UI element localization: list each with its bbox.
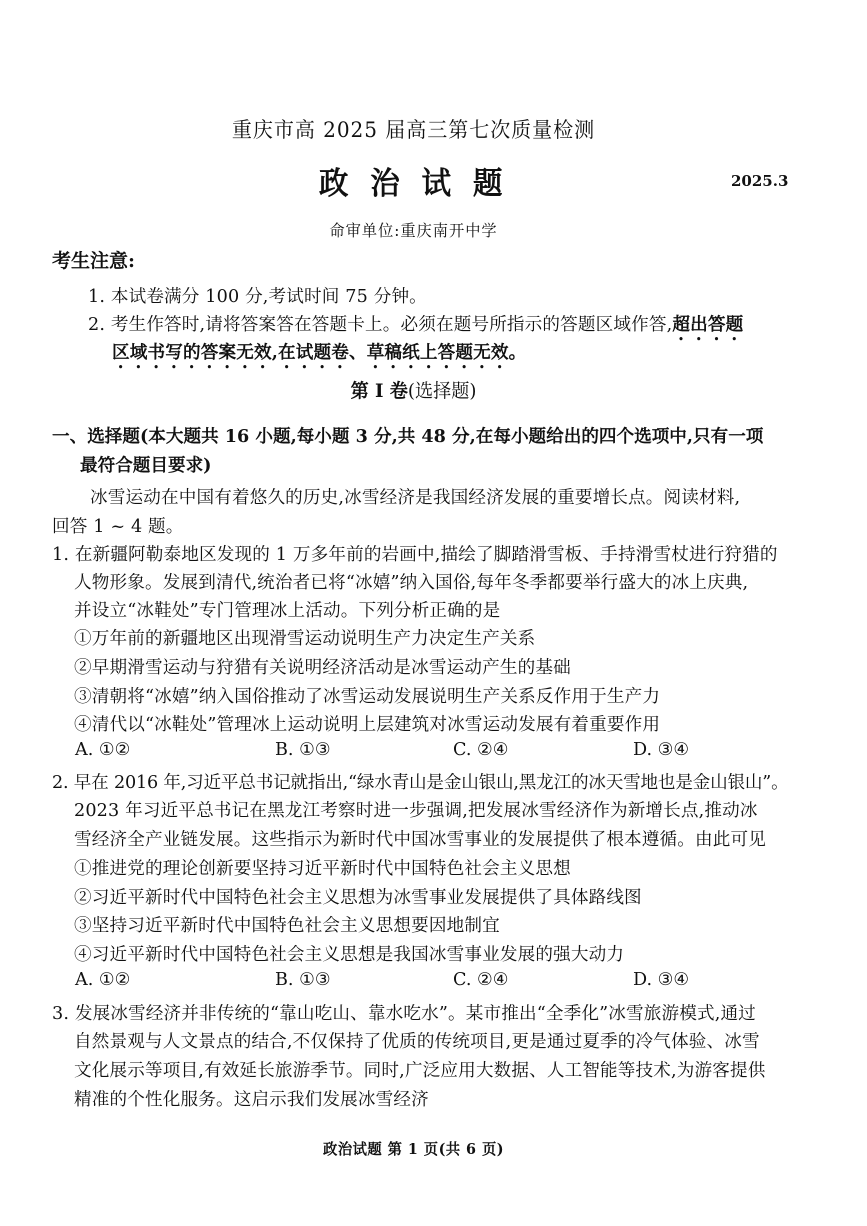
exam-title: 政 治 试 题 (318, 166, 509, 202)
notice-item-2-emphasis-b: 区域书写的答案无效,在试题卷、草稿纸上答题无效。 (112, 342, 527, 363)
page-footer: 政治试题 第 1 页(共 6 页) (323, 1140, 504, 1158)
q3-stem-line-2: 自然景观与人文景点的结合,不仅保持了优质的传统项目,更是通过夏季的冷气体验、冰雪 (74, 1032, 760, 1052)
q1-stem-line-2: 人物形象。发展到清代,统治者已将“冰嬉”纳入国俗,每年冬季都要举行盛大的冰上庆典, (74, 573, 749, 593)
part-title-bold: 第 I 卷 (350, 380, 408, 402)
q1-option-b[interactable]: B. ①③ (275, 740, 331, 760)
q1-option-a[interactable]: A. ①② (75, 740, 131, 760)
q1-option-d[interactable]: D. ③④ (633, 740, 690, 760)
q1-statement-4: ④清代以“冰鞋处”管理冰上运动说明上层建筑对冰雪运动发展有着重要作用 (74, 715, 661, 735)
q2-statement-4: ④习近平新时代中国特色社会主义思想是我国冰雪事业发展的强大动力 (74, 945, 625, 965)
part-title (0, 376, 827, 403)
q2-option-c[interactable]: C. ②④ (453, 970, 509, 990)
q2-statement-3: ③坚持习近平新时代中国特色社会主义思想要因地制宜 (74, 916, 500, 936)
q2-statement-1: ①推进党的理论创新要坚持习近平新时代中国特色社会主义思想 (74, 859, 571, 879)
material-intro-line-1: 冰雪运动在中国有着悠久的历史,冰雪经济是我国经济发展的重要增长点。阅读材料, (90, 488, 741, 508)
q2-option-b[interactable]: B. ①③ (275, 970, 331, 990)
exam-author-unit: 命审单位:重庆南开中学 (329, 221, 498, 240)
section-heading-line-2: 最符合题目要求) (80, 455, 212, 476)
q2-option-d[interactable]: D. ③④ (633, 970, 690, 990)
q1-statement-1: ①万年前的新疆地区出现滑雪运动说明生产力决定生产关系 (74, 629, 536, 649)
q3-stem-line-3: 文化展示等项目,有效延长旅游季节。同时,广泛应用大数据、人工智能等技术,为游客提供 (74, 1061, 766, 1081)
q2-stem-line-3: 雪经济全产业链发展。这些指示为新时代中国冰雪事业的发展提供了根本遵循。由此可见 (74, 830, 767, 850)
q1-statement-2: ②早期滑雪运动与狩猎有关说明经济活动是冰雪运动产生的基础 (74, 658, 571, 678)
q1-stem-line-1: 1. 在新疆阿勒泰地区发现的 1 万多年前的岩画中,描绘了脚踏滑雪板、手持滑雪杖进行狩猎的 (52, 545, 778, 565)
exam-date: 2025.3 (731, 172, 789, 190)
q1-option-c[interactable]: C. ②④ (453, 740, 509, 760)
q2-option-a[interactable]: A. ①② (75, 970, 131, 990)
q2-stem-line-1: 2. 早在 2016 年,习近平总书记就指出,“绿水青山是金山银山,黑龙江的冰天雪地也是金山银山”。 (52, 773, 789, 793)
notice-item-2-emphasis-a: 超出答题 (672, 314, 744, 335)
q1-stem-line-3: 并设立“冰鞋处”专门管理冰上活动。下列分析正确的是 (74, 601, 501, 621)
q2-stem-line-2: 2023 年习近平总书记在黑龙江考察时进一步强调,把发展冰雪经济作为新增长点,推动冰 (74, 801, 758, 821)
q2-statement-2: ②习近平新时代中国特色社会主义思想为冰雪事业发展提供了具体路线图 (74, 888, 642, 908)
notice-item-1: 1. 本试卷满分 100 分,考试时间 75 分钟。 (88, 287, 427, 307)
exam-super-title: 重庆市高 2025 届高三第七次质量检测 (231, 118, 596, 142)
notice-heading: 考生注意: (52, 250, 136, 272)
q1-options (75, 740, 775, 764)
section-heading-line-1: 一、选择题(本大题共 16 小题,每小题 3 分,共 48 分,在每小题给出的四个选项中,只有一项 (52, 426, 764, 447)
q2-options (75, 970, 775, 994)
q3-stem-line-4: 精准的个性化服务。这启示我们发展冰雪经济 (74, 1090, 429, 1110)
part-title-subtitle: (选择题) (407, 380, 477, 402)
material-intro-line-2: 回答 1 ~ 4 题。 (52, 517, 184, 537)
q1-statement-3: ③清朝将“冰嬉”纳入国俗推动了冰雪运动发展说明生产关系反作用于生产力 (74, 687, 661, 707)
notice-item-2-text: 2. 考生作答时,请将答案答在答题卡上。必须在题号所指示的答题区域作答, (88, 315, 673, 335)
q3-stem-line-1: 3. 发展冰雪经济并非传统的“靠山吃山、靠水吃水”。某市推出“全季化”冰雪旅游模式,通过 (52, 1004, 756, 1024)
